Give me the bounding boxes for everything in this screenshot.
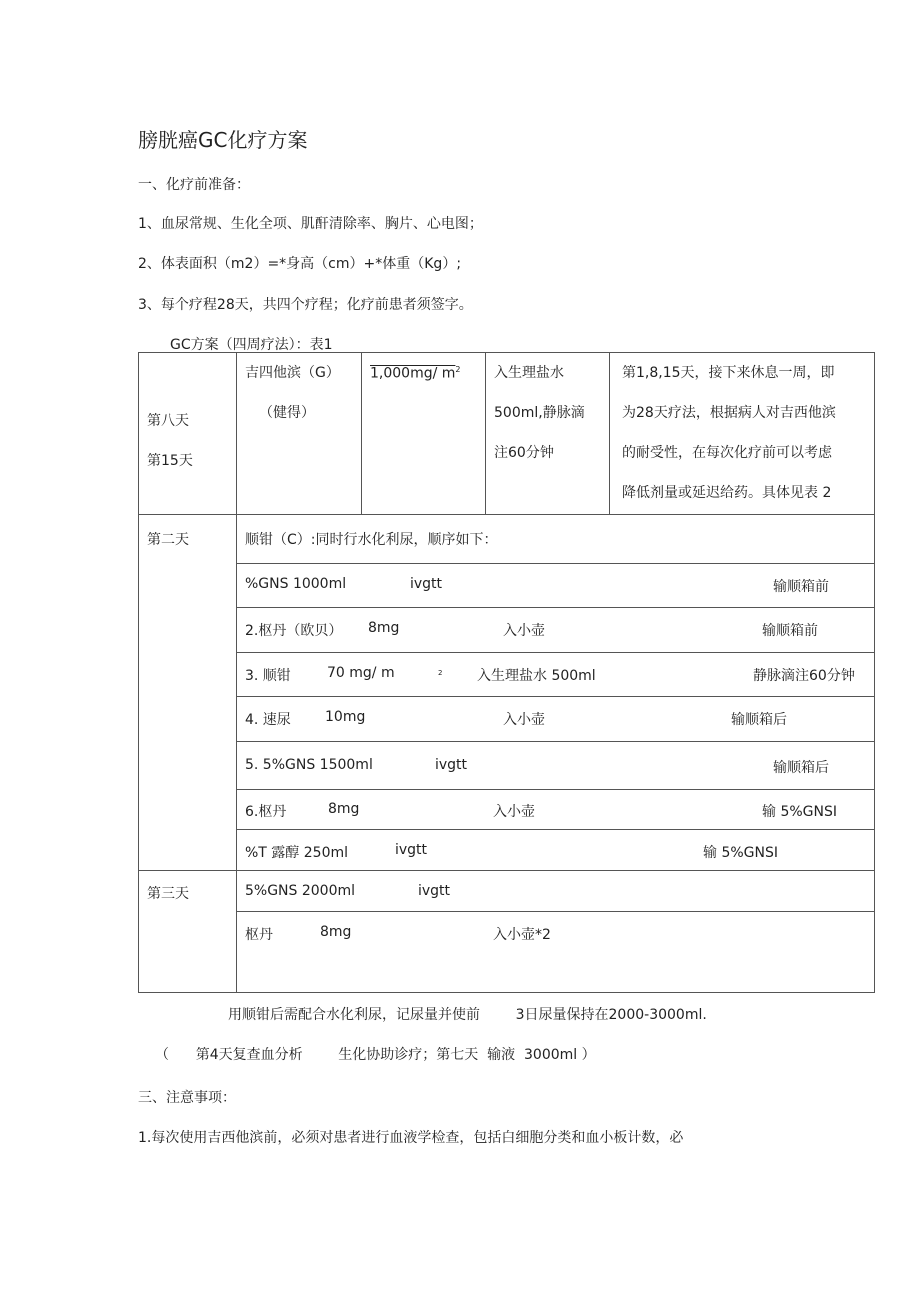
day3-label: 第三天	[147, 886, 189, 902]
note-line: 的耐受性，在每次化疗前可以考虑	[622, 445, 832, 461]
dose-value: 1,000mg/ m	[370, 365, 456, 382]
line-dose: 8mg	[328, 801, 360, 817]
day-line: 第八天	[147, 413, 189, 429]
table-row	[139, 830, 875, 871]
table-row-gemcitabine	[139, 353, 875, 515]
note-line: 为28天疗法，根据病人对吉西他滨	[622, 405, 836, 421]
route-line: 注60分钟	[494, 445, 554, 461]
line-route: 入小壶	[503, 712, 545, 728]
line-item: 6.枢丹	[245, 804, 287, 820]
table-row	[139, 790, 875, 830]
drug-line: （健得）	[259, 405, 315, 421]
day-line: 第15天	[147, 453, 193, 469]
section1-item-1: 1、血尿常规、生化全项、肌酐清除率、胸片、心电图；	[138, 216, 483, 232]
day2-header: 顺钳（C）:同时行水化利尿，顺序如下：	[245, 532, 498, 548]
page-title: 膀胱癌GC化疗方案	[138, 128, 308, 152]
table-row	[139, 742, 875, 790]
gc-regimen-table	[138, 352, 875, 993]
dose-cell	[362, 353, 486, 515]
line-route: ivgtt	[410, 576, 443, 592]
table-row	[139, 608, 875, 653]
line-timing: 输 5%GNSI	[762, 804, 837, 820]
line-timing: 输顺箱后	[731, 712, 787, 728]
line-item: 3. 顺钳	[245, 668, 291, 684]
line-item: 5. 5%GNS 1500ml	[245, 757, 373, 773]
note-cell	[610, 353, 875, 515]
table-row	[139, 697, 875, 742]
line-item: 5%GNS 2000ml	[245, 883, 356, 899]
day-cell	[139, 353, 237, 515]
table-row-day2-header	[139, 515, 875, 564]
day2-cell	[139, 515, 237, 871]
line-route: 入小壶	[493, 804, 535, 820]
table-row-day3	[139, 871, 875, 912]
note-line: 降低剂量或延迟给药。具体见表 2	[622, 485, 832, 501]
line-item: %GNS 1000ml	[245, 576, 347, 592]
route-cell	[486, 353, 610, 515]
table-row	[139, 564, 875, 608]
note-line: 第1,8,15天，接下来休息一周，即	[622, 365, 835, 381]
drug-line: 吉四他滨（G）	[245, 365, 340, 381]
day3-cell	[139, 871, 237, 993]
line-dose: 8mg	[368, 620, 400, 636]
drug-cell	[237, 353, 362, 515]
line-route: 入小壶	[503, 623, 545, 639]
route-line: 入生理盐水	[494, 365, 564, 381]
table-row	[139, 653, 875, 697]
line-timing: 输顺箱后	[773, 760, 829, 776]
line-route: ivgtt	[435, 757, 468, 773]
day2-header-cell	[237, 515, 875, 564]
route-line: 500ml,静脉滴	[494, 405, 585, 421]
table-caption: GC方案（四周疗法）：表1	[170, 337, 333, 353]
section3-heading: 三、注意事项：	[138, 1090, 236, 1106]
line-item: 4. 速尿	[245, 712, 291, 728]
section1-item-3: 3、每个疗程28天，共四个疗程；化疗前患者须签字。	[138, 297, 473, 313]
line-timing: 输 5%GNSI	[703, 845, 778, 861]
line-dose: 70 mg/ m	[327, 665, 395, 681]
line-item: 2.枢丹（欧贝）	[245, 623, 343, 639]
line-route: ivgtt	[395, 842, 428, 858]
line-dose: 10mg	[325, 709, 366, 725]
dose-sup: 2	[455, 365, 461, 374]
line-route: ivgtt	[418, 883, 451, 899]
day2-label: 第二天	[147, 532, 189, 548]
after-table-line-2: （ 第4天复查血分析 生化协助诊疗；第七天 输液 3000ml ）	[155, 1047, 596, 1063]
line-item: 枢丹	[245, 927, 273, 943]
line-item: %T 露醇 250ml	[245, 845, 349, 861]
line-route: 入小壶*2	[493, 927, 551, 943]
line-dose: 8mg	[320, 924, 352, 940]
section1-heading: 一、化疗前准备：	[138, 177, 250, 193]
line-route: 入生理盐水 500ml	[477, 668, 596, 684]
line-timing: 输顺箱前	[762, 623, 818, 639]
line-timing: 输顺箱前	[773, 579, 829, 595]
section3-item-1: 1.每次使用吉西他滨前，必须对患者进行血液学检查，包括白细胞分类和血小板计数，必	[138, 1130, 684, 1146]
section1-item-2: 2、体表面积（m2）=*身高（cm）+*体重（Kg）;	[138, 256, 462, 272]
after-table-line-1: 用顺钳后需配合水化利尿，记尿量并使前 3日尿量保持在2000-3000ml.	[228, 1007, 707, 1023]
table-row	[139, 912, 875, 993]
line-sup: 2	[438, 669, 443, 677]
line-timing: 静脉滴注60分钟	[753, 668, 855, 684]
